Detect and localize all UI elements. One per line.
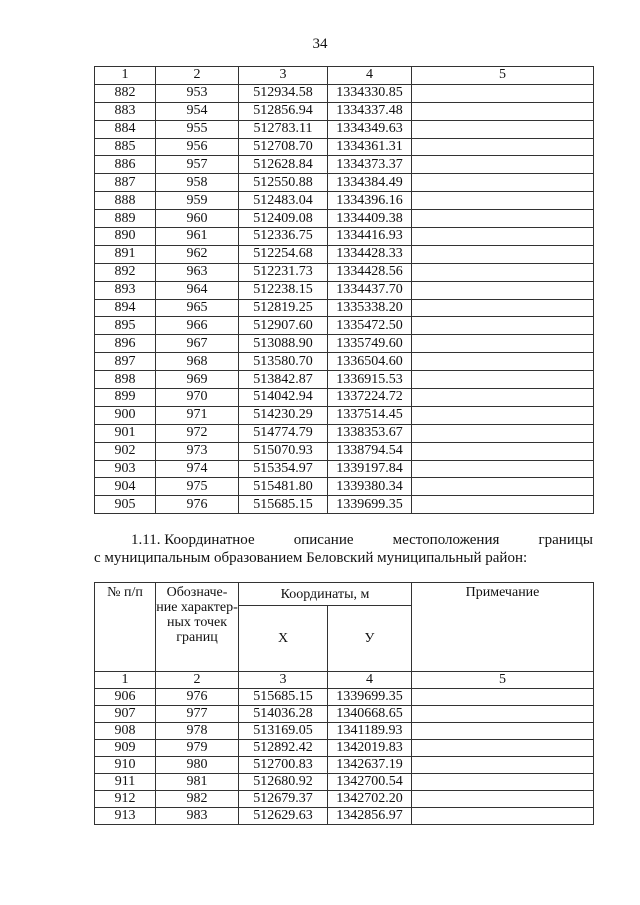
- point-number: 884: [95, 120, 156, 138]
- table-row: [95, 478, 594, 496]
- coord-y: 1335338.20: [328, 299, 412, 317]
- note: [412, 740, 594, 757]
- column-index: 4: [328, 67, 412, 85]
- point-number: 912: [95, 791, 156, 808]
- header-y: У: [328, 606, 412, 672]
- point-number: 894: [95, 299, 156, 317]
- point-designation: 970: [156, 389, 239, 407]
- note: [412, 120, 594, 138]
- coord-x: 513580.70: [239, 353, 328, 371]
- point-number: 907: [95, 706, 156, 723]
- coord-y: 1339699.35: [328, 496, 412, 514]
- column-index: 2: [156, 67, 239, 85]
- table-row: [95, 317, 594, 335]
- table-row: [95, 706, 594, 723]
- coord-x: 513169.05: [239, 723, 328, 740]
- point-designation: 977: [156, 706, 239, 723]
- note: [412, 299, 594, 317]
- coord-y: 1334416.93: [328, 228, 412, 246]
- coord-x: 512819.25: [239, 299, 328, 317]
- point-number: 909: [95, 740, 156, 757]
- coord-x: 512708.70: [239, 138, 328, 156]
- coord-y: 1339380.34: [328, 478, 412, 496]
- point-designation: 974: [156, 460, 239, 478]
- note: [412, 317, 594, 335]
- coord-x: 512238.15: [239, 281, 328, 299]
- table-row: [95, 740, 594, 757]
- point-number: 898: [95, 371, 156, 389]
- coord-x: 512254.68: [239, 245, 328, 263]
- note: [412, 353, 594, 371]
- point-designation: 965: [156, 299, 239, 317]
- coord-y: 1334428.56: [328, 263, 412, 281]
- point-number: 895: [95, 317, 156, 335]
- coord-x: 512892.42: [239, 740, 328, 757]
- point-number: 900: [95, 406, 156, 424]
- point-designation: 960: [156, 210, 239, 228]
- table-row: [95, 808, 594, 825]
- note: [412, 192, 594, 210]
- coord-y: 1339197.84: [328, 460, 412, 478]
- point-number: 913: [95, 808, 156, 825]
- point-number: 906: [95, 689, 156, 706]
- note: [412, 102, 594, 120]
- note: [412, 389, 594, 407]
- point-designation: 980: [156, 757, 239, 774]
- point-number: 904: [95, 478, 156, 496]
- column-index: 3: [239, 67, 328, 85]
- note: [412, 689, 594, 706]
- note: [412, 84, 594, 102]
- heading-word: местоположения: [392, 532, 500, 548]
- coord-x: 512550.88: [239, 174, 328, 192]
- coord-y: 1334361.31: [328, 138, 412, 156]
- coord-y: 1334384.49: [328, 174, 412, 192]
- note: [412, 442, 594, 460]
- table-row: [95, 281, 594, 299]
- point-designation: 982: [156, 791, 239, 808]
- note: [412, 706, 594, 723]
- table-row: [95, 460, 594, 478]
- point-number: 883: [95, 102, 156, 120]
- point-designation: 958: [156, 174, 239, 192]
- coord-x: 513842.87: [239, 371, 328, 389]
- table-row: [95, 757, 594, 774]
- table-row: [95, 442, 594, 460]
- point-designation: 954: [156, 102, 239, 120]
- coordinates-table-continued: [94, 66, 594, 514]
- point-number: 902: [95, 442, 156, 460]
- note: [412, 335, 594, 353]
- column-index: 5: [412, 672, 594, 689]
- table-row: [95, 424, 594, 442]
- note: [412, 791, 594, 808]
- point-number: 910: [95, 757, 156, 774]
- point-number: 896: [95, 335, 156, 353]
- coord-x: 512679.37: [239, 791, 328, 808]
- column-index-row: [95, 67, 594, 85]
- point-designation: 968: [156, 353, 239, 371]
- header-note: Примечание: [412, 583, 594, 672]
- coord-y: 1342700.54: [328, 774, 412, 791]
- point-number: 908: [95, 723, 156, 740]
- table-row: [95, 299, 594, 317]
- point-number: 882: [95, 84, 156, 102]
- coord-x: 512628.84: [239, 156, 328, 174]
- point-number: 899: [95, 389, 156, 407]
- coord-y: 1337224.72: [328, 389, 412, 407]
- point-designation: 971: [156, 406, 239, 424]
- coord-x: 512629.63: [239, 808, 328, 825]
- point-number: 886: [95, 156, 156, 174]
- coord-y: 1342856.97: [328, 808, 412, 825]
- coord-x: 514042.94: [239, 389, 328, 407]
- note: [412, 406, 594, 424]
- note: [412, 424, 594, 442]
- note: [412, 281, 594, 299]
- point-designation: 983: [156, 808, 239, 825]
- coord-y: 1334373.37: [328, 156, 412, 174]
- note: [412, 723, 594, 740]
- table-row: [95, 335, 594, 353]
- coord-y: 1334437.70: [328, 281, 412, 299]
- coord-x: 514774.79: [239, 424, 328, 442]
- coord-x: 515481.80: [239, 478, 328, 496]
- coord-y: 1334330.85: [328, 84, 412, 102]
- table-row: [95, 371, 594, 389]
- coord-y: 1342637.19: [328, 757, 412, 774]
- table-row: [95, 174, 594, 192]
- note: [412, 478, 594, 496]
- point-designation: 957: [156, 156, 239, 174]
- table-row: [95, 228, 594, 246]
- coord-x: 512700.83: [239, 757, 328, 774]
- point-designation: 959: [156, 192, 239, 210]
- heading-word: описание: [293, 532, 354, 548]
- section-heading-line2: с муниципальным образованием Беловский муниципальный район:: [94, 550, 528, 566]
- coord-y: 1334349.63: [328, 120, 412, 138]
- note: [412, 245, 594, 263]
- point-designation: 955: [156, 120, 239, 138]
- note: [412, 138, 594, 156]
- point-number: 911: [95, 774, 156, 791]
- note: [412, 156, 594, 174]
- point-designation: 956: [156, 138, 239, 156]
- column-index: 1: [95, 672, 156, 689]
- coord-x: 512783.11: [239, 120, 328, 138]
- point-number: 903: [95, 460, 156, 478]
- point-designation: 966: [156, 317, 239, 335]
- table-row: [95, 210, 594, 228]
- table-row: [95, 791, 594, 808]
- section-heading-line1: [94, 531, 593, 549]
- header-designation: Обозначе-ние характер-ных точек границ: [156, 583, 239, 672]
- coord-y: 1338794.54: [328, 442, 412, 460]
- header-coordinates: Координаты, м: [239, 583, 412, 606]
- point-number: 888: [95, 192, 156, 210]
- table-row: [95, 723, 594, 740]
- coord-x: 512483.04: [239, 192, 328, 210]
- note: [412, 460, 594, 478]
- coord-y: 1339699.35: [328, 689, 412, 706]
- coord-y: 1336504.60: [328, 353, 412, 371]
- point-designation: 963: [156, 263, 239, 281]
- coord-x: 515070.93: [239, 442, 328, 460]
- point-number: 887: [95, 174, 156, 192]
- table-row: [95, 496, 594, 514]
- table-row: [95, 774, 594, 791]
- table-row: [95, 102, 594, 120]
- point-number: 893: [95, 281, 156, 299]
- note: [412, 808, 594, 825]
- table-row: [95, 156, 594, 174]
- table-row: [95, 353, 594, 371]
- coord-x: 512409.08: [239, 210, 328, 228]
- point-designation: 953: [156, 84, 239, 102]
- coord-y: 1340668.65: [328, 706, 412, 723]
- coordinates-table-belovsky: [94, 582, 594, 825]
- coord-x: 514230.29: [239, 406, 328, 424]
- point-designation: 975: [156, 478, 239, 496]
- point-designation: 978: [156, 723, 239, 740]
- column-index: 3: [239, 672, 328, 689]
- table-row: [95, 120, 594, 138]
- header-number: № п/п: [95, 583, 156, 672]
- point-designation: 981: [156, 774, 239, 791]
- point-designation: 969: [156, 371, 239, 389]
- note: [412, 757, 594, 774]
- point-designation: 979: [156, 740, 239, 757]
- point-designation: 961: [156, 228, 239, 246]
- coord-y: 1334396.16: [328, 192, 412, 210]
- coord-y: 1334428.33: [328, 245, 412, 263]
- coord-y: 1338353.67: [328, 424, 412, 442]
- coord-x: 512680.92: [239, 774, 328, 791]
- column-index: 5: [412, 67, 594, 85]
- coord-x: 515685.15: [239, 689, 328, 706]
- point-number: 897: [95, 353, 156, 371]
- table-row: [95, 689, 594, 706]
- coord-y: 1335472.50: [328, 317, 412, 335]
- coord-y: 1335749.60: [328, 335, 412, 353]
- heading-word: 1.11. Координатное: [131, 532, 255, 548]
- point-designation: 972: [156, 424, 239, 442]
- point-designation: 973: [156, 442, 239, 460]
- point-number: 901: [95, 424, 156, 442]
- note: [412, 774, 594, 791]
- note: [412, 174, 594, 192]
- column-index: 1: [95, 67, 156, 85]
- note: [412, 371, 594, 389]
- coord-x: 512336.75: [239, 228, 328, 246]
- coord-y: 1337514.45: [328, 406, 412, 424]
- coord-x: 512231.73: [239, 263, 328, 281]
- point-designation: 964: [156, 281, 239, 299]
- point-number: 892: [95, 263, 156, 281]
- page-number: 34: [312, 36, 328, 52]
- coord-x: 512934.58: [239, 84, 328, 102]
- coord-y: 1334337.48: [328, 102, 412, 120]
- coord-y: 1334409.38: [328, 210, 412, 228]
- table-row: [95, 192, 594, 210]
- point-number: 885: [95, 138, 156, 156]
- coord-y: 1336915.53: [328, 371, 412, 389]
- coord-x: 513088.90: [239, 335, 328, 353]
- table-row: [95, 263, 594, 281]
- coord-x: 515354.97: [239, 460, 328, 478]
- point-designation: 976: [156, 689, 239, 706]
- point-number: 890: [95, 228, 156, 246]
- column-index-row: [95, 672, 594, 689]
- heading-word: границы: [538, 532, 593, 548]
- point-number: 889: [95, 210, 156, 228]
- header-x: X: [239, 606, 328, 672]
- coord-x: 515685.15: [239, 496, 328, 514]
- point-designation: 967: [156, 335, 239, 353]
- table-row: [95, 138, 594, 156]
- point-designation: 976: [156, 496, 239, 514]
- coord-y: 1342019.83: [328, 740, 412, 757]
- coord-x: 512856.94: [239, 102, 328, 120]
- column-index: 2: [156, 672, 239, 689]
- note: [412, 210, 594, 228]
- coord-y: 1341189.93: [328, 723, 412, 740]
- note: [412, 228, 594, 246]
- table-row: [95, 406, 594, 424]
- table-row: [95, 389, 594, 407]
- table-row: [95, 245, 594, 263]
- table-row: [95, 84, 594, 102]
- coord-x: 512907.60: [239, 317, 328, 335]
- coord-y: 1342702.20: [328, 791, 412, 808]
- column-index: 4: [328, 672, 412, 689]
- point-number: 891: [95, 245, 156, 263]
- section-heading: [94, 531, 593, 567]
- note: [412, 496, 594, 514]
- point-designation: 962: [156, 245, 239, 263]
- coord-x: 514036.28: [239, 706, 328, 723]
- point-number: 905: [95, 496, 156, 514]
- note: [412, 263, 594, 281]
